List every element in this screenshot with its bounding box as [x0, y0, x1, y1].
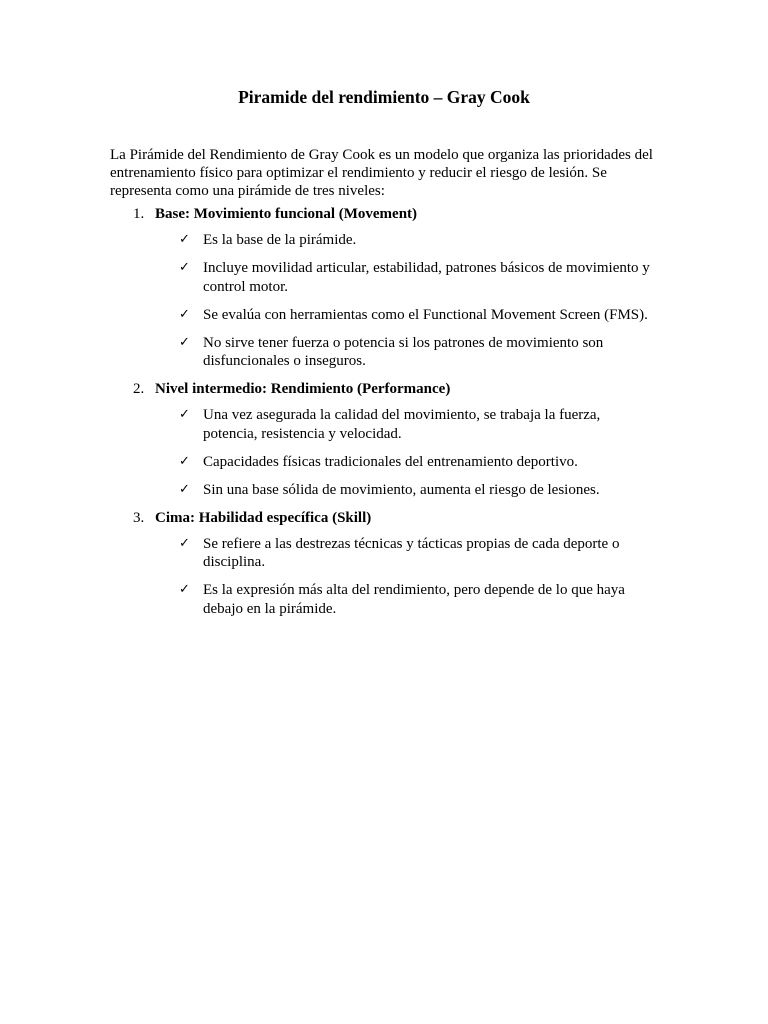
level-points [110, 535, 658, 619]
intro-paragraph: La Pirámide del Rendimiento de Gray Cook es un modelo que organiza las prioridades del entrenamiento físico para optimizar el rendimiento y reducir el riesgo de lesión. Se representa como una pirámide de tres niveles: [110, 147, 653, 199]
bullet-text: No sirve tener fuerza o potencia si los patrones de movimiento son disfuncionales o inseguros. [203, 334, 604, 369]
level-title: Base: Movimiento funcional (Movement) [155, 206, 418, 222]
level-item [110, 509, 658, 619]
level-number: 3. [133, 509, 145, 526]
bullet-point [110, 231, 658, 250]
checkmark-icon: ✓ [179, 306, 190, 322]
checkmark-icon: ✓ [179, 334, 190, 350]
checkmark-icon: ✓ [179, 481, 190, 497]
checkmark-icon: ✓ [179, 407, 190, 422]
level-points [110, 231, 658, 371]
document-title: Piramide del rendimiento – Gray Cook [238, 87, 530, 107]
bullet-text: Sin una base sólida de movimiento, aumenta el riesgo de lesiones. [203, 481, 600, 498]
level-item [110, 205, 658, 371]
bullet-point [110, 334, 658, 371]
checkmark-icon: ✓ [179, 260, 190, 275]
bullet-point [110, 306, 658, 325]
bullet-point [110, 535, 658, 572]
bullet-text: Es la base de la pirámide. [203, 232, 357, 248]
bullet-text: Se evalúa con herramientas como el Functional Movement Screen (FMS). [203, 306, 648, 323]
bullet-text: Una vez asegurada la calidad del movimiento, se trabaja la fuerza, potencia, resistencia y velocidad. [203, 407, 601, 442]
bullet-point [110, 581, 658, 618]
bullet-point [110, 453, 658, 472]
levels-list [110, 205, 658, 618]
bullet-text: Es la expresión más alta del rendimiento, pero depende de lo que haya debajo en la pirámide. [203, 582, 625, 617]
checkmark-icon: ✓ [179, 582, 190, 597]
bullet-point [110, 259, 658, 296]
level-title: Nivel intermedio: Rendimiento (Performance) [155, 381, 451, 397]
level-item [110, 380, 658, 499]
checkmark-icon: ✓ [179, 535, 190, 551]
checkmark-icon: ✓ [179, 453, 190, 469]
bullet-text: Incluye movilidad articular, estabilidad, patrones básicos de movimiento y control motor. [203, 260, 650, 295]
bullet-text: Capacidades físicas tradicionales del entrenamiento deportivo. [203, 453, 578, 470]
bullet-text: Se refiere a las destrezas técnicas y tácticas propias de cada deporte o disciplina. [203, 535, 620, 570]
bullet-point [110, 406, 658, 443]
level-title: Cima: Habilidad específica (Skill) [155, 509, 372, 526]
level-number: 1. [133, 206, 145, 222]
level-points [110, 406, 658, 499]
level-number: 2. [133, 381, 145, 397]
bullet-point [110, 481, 658, 500]
checkmark-icon: ✓ [179, 232, 190, 247]
